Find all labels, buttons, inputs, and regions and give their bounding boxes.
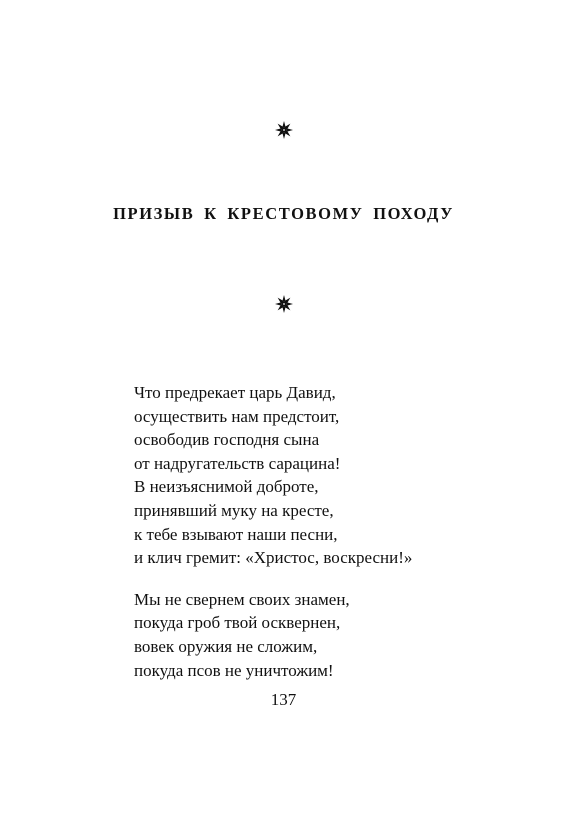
- stanza-2: [134, 588, 412, 682]
- poem-line: осуществить нам предстоит,: [134, 406, 340, 426]
- poem-line: освободив господня сына: [134, 430, 320, 450]
- poem-title: ПРИЗЫВ К КРЕСТОВОМУ ПОХОДУ: [113, 204, 454, 223]
- poem-line: покуда псов не уничтожим!: [134, 660, 334, 680]
- poem-line: Что предрекает царь Давид,: [134, 383, 336, 402]
- poem-line: В неизъяснимой доброте,: [134, 477, 319, 497]
- stanza-1: [134, 381, 412, 570]
- poem-line: от надругательств сарацина!: [134, 453, 341, 473]
- poem-line: вовек оружия не сложим,: [134, 636, 318, 656]
- page-number: 137: [270, 690, 297, 709]
- poem-line: принявший муку на кресте,: [134, 500, 334, 520]
- poem-line: к тебе взывают наши песни,: [134, 524, 338, 544]
- top-ornament: [0, 120, 567, 140]
- poem-line: и клич гремит: «Христос, воскресни!»: [134, 548, 413, 568]
- poem-line: Мы не свернем своих знамен,: [134, 589, 350, 609]
- poem-line: покуда гроб твой осквернен,: [134, 613, 341, 633]
- star-flower-ornament-icon: [274, 294, 294, 314]
- poem-body: [134, 381, 412, 682]
- middle-ornament: [0, 294, 567, 314]
- star-flower-ornament-icon: [274, 120, 294, 140]
